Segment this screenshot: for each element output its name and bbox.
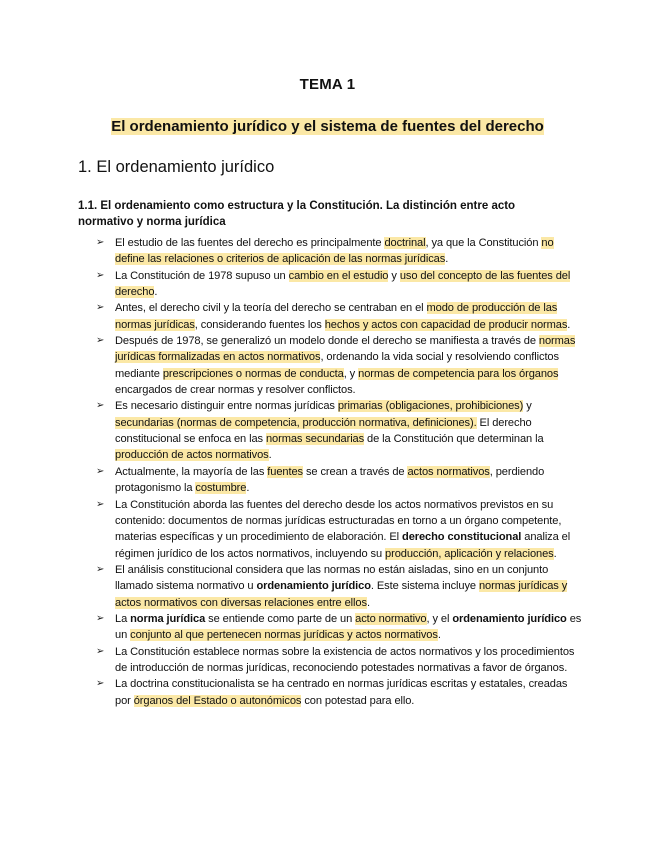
text: .: [154, 286, 158, 299]
arrow-bullet-icon: ➢: [96, 302, 105, 314]
tema-heading: TEMA 1: [299, 76, 356, 93]
text: se crean a través de: [303, 465, 408, 478]
main-title: [0, 118, 655, 135]
main-title-text: El ordenamiento jurídico y el sistema de fuentes del derecho: [111, 118, 544, 135]
section-title: 1. El ordenamiento jurídico: [78, 158, 275, 176]
list-item: [96, 611, 582, 644]
text: encargados de crear normas y resolver conflictos.: [115, 384, 356, 397]
text: .: [437, 629, 441, 642]
highlight: normas secundarias: [265, 433, 365, 446]
highlight: normas jurídicas y actos normativos con diversas relaciones entre ellos: [115, 580, 568, 609]
highlight: primarias (obligaciones, prohibiciones): [337, 400, 524, 413]
highlight: prescripciones o normas de conducta: [162, 367, 344, 380]
text: con potestad para ello.: [301, 694, 415, 707]
text: La: [115, 612, 131, 625]
text: El análisis constitucional considera que las normas no están aisladas, sino en un conjunto llamado sistema normativo u: [115, 563, 549, 593]
text: La Constitución de 1978 supuso un: [115, 269, 289, 282]
highlight: cambio en el estudio: [288, 269, 389, 282]
arrow-bullet-icon: ➢: [96, 400, 105, 412]
text: y: [523, 400, 532, 413]
highlight: producción, aplicación y relaciones: [385, 547, 554, 560]
highlight: conjunto al que pertenecen normas jurídicas y actos normativos: [130, 629, 438, 642]
bold-term: norma jurídica: [130, 612, 206, 625]
highlight: hechos y actos con capacidad de producir normas: [324, 318, 568, 331]
list-item: [96, 676, 582, 709]
text: es un: [115, 612, 582, 642]
bold-term: ordenamiento jurídico: [452, 612, 567, 625]
arrow-bullet-icon: ➢: [96, 335, 105, 347]
highlight: fuentes: [267, 465, 303, 478]
text: , y: [343, 367, 359, 380]
highlight: doctrinal: [384, 237, 426, 249]
list-item: [96, 398, 582, 463]
highlight: órganos del Estado o autonómicos: [133, 694, 302, 707]
list-item: [96, 562, 582, 611]
subsection-title: 1.1. El ordenamiento como estructura y la Constitución. La distinción entre acto normativo y norma jurídica: [78, 200, 516, 228]
arrow-bullet-icon: ➢: [96, 237, 105, 248]
list-item: [96, 300, 582, 333]
bold-term: derecho constitucional: [402, 531, 522, 544]
list-item: [96, 268, 582, 301]
text: de la Constitución que determinan la: [364, 433, 544, 446]
text: La Constitución establece normas sobre la existencia de actos normativos y los procedimientos de introducción de normas jurídicas, reconociendo potestades normativas a favor de órganos.: [115, 645, 575, 674]
text: .: [268, 449, 272, 462]
highlight: modo de producción de las normas jurídicas: [115, 302, 558, 331]
text: , ya que la Constitución: [425, 237, 542, 249]
bullet-list: [96, 235, 582, 709]
text: se entiende como parte de un: [205, 612, 356, 625]
list-item: [96, 464, 582, 497]
text: , perdiendo protagonismo la: [115, 465, 545, 495]
list-item: [96, 235, 582, 268]
text: La Constitución aborda las fuentes del derecho desde los actos normativos previstos en su contenido: documentos de normas jurídicas estructuradas en torno a un órgano competente, materias específicas y un procedimiento de elaboración. El: [115, 498, 562, 544]
arrow-bullet-icon: ➢: [96, 678, 105, 690]
list-item: [96, 644, 582, 677]
text: Actualmente, la mayoría de las: [115, 465, 268, 478]
text: .: [366, 596, 370, 609]
text: , ordenando la vida social y resolviendo conflictos mediante: [115, 351, 559, 380]
text: . Este sistema incluye: [370, 580, 479, 593]
text: y: [388, 269, 400, 282]
arrow-bullet-icon: ➢: [96, 645, 105, 657]
text: .: [567, 318, 571, 331]
bold-term: ordenamiento jurídico: [256, 580, 371, 593]
highlight: actos normativos: [407, 465, 490, 478]
highlight: uso del concepto de las fuentes del derecho: [115, 269, 571, 299]
highlight: normas jurídicas formalizadas en actos normativos: [115, 335, 576, 364]
text: Es necesario distinguir entre normas jurídicas: [115, 400, 338, 413]
arrow-bullet-icon: ➢: [96, 269, 105, 281]
text: Antes, el derecho civil y la teoría del derecho se centraban en el: [115, 302, 427, 315]
text: .: [553, 547, 557, 560]
highlight: costumbre: [195, 482, 247, 495]
highlight: no define las relaciones o criterios de aplicación de las normas jurídicas: [115, 237, 554, 266]
arrow-bullet-icon: ➢: [96, 612, 105, 624]
list-item: [96, 497, 582, 562]
text: El derecho constitucional se enfoca en las: [115, 416, 532, 446]
text: .: [246, 482, 250, 495]
list-item: [96, 333, 582, 398]
text: .: [445, 253, 449, 266]
arrow-bullet-icon: ➢: [96, 498, 105, 510]
text: Después de 1978, se generalizó un modelo donde el derecho se manifiesta a través de: [115, 335, 539, 348]
text: El estudio de las fuentes del derecho es principalmente: [115, 237, 385, 249]
arrow-bullet-icon: ➢: [96, 465, 105, 477]
highlight: normas de competencia para los órganos: [358, 367, 559, 380]
highlight: secundarias (normas de competencia, producción normativa, definiciones).: [115, 416, 477, 429]
highlight: acto normativo: [355, 612, 427, 625]
text: La doctrina constitucionalista se ha centrado en normas jurídicas escritas y estatales, creadas por: [115, 678, 568, 707]
text: , y el: [426, 612, 453, 625]
text: analiza el régimen jurídico de los actos normativos, incluyendo su: [115, 531, 571, 560]
highlight: producción de actos normativos: [115, 449, 269, 462]
arrow-bullet-icon: ➢: [96, 563, 105, 575]
text: , considerando fuentes los: [194, 318, 325, 331]
